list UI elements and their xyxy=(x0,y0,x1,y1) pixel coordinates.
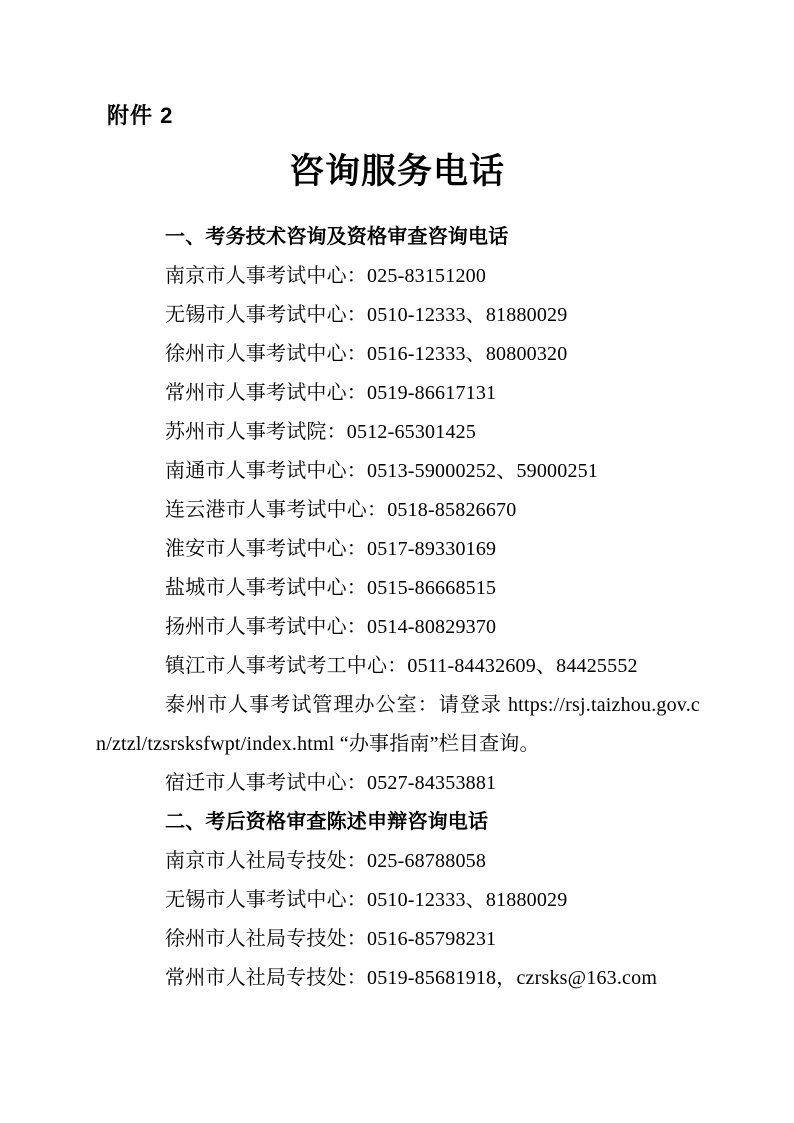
contact-line-wuxi-exam-center: 无锡市人事考试中心：0510-12333、81880029 xyxy=(165,304,568,326)
contact-line-changzhou-exam-center: 常州市人事考试中心：0519-86617131 xyxy=(165,382,497,404)
contact-line-yangzhou-exam-center: 扬州市人事考试中心：0514-80829370 xyxy=(165,616,497,638)
contact-line-changzhou-hr-bureau: 常州市人社局专技处：0519-85681918，czrsks@163.com xyxy=(165,967,658,989)
contact-line-taizhou-exam-office: 泰州市人事考试管理办公室：请登录 https://rsj.taizhou.gov.cn/ztzl/tzsrsksfwpt/index.html “办事指南”栏目查询。 xyxy=(96,694,700,755)
contact-line-huaian-exam-center: 淮安市人事考试中心：0517-89330169 xyxy=(165,538,497,560)
contact-line-wuxi-exam-center-2: 无锡市人事考试中心：0510-12333、81880029 xyxy=(165,889,568,911)
contact-line-suzhou-exam-institute: 苏州市人事考试院：0512-65301425 xyxy=(165,421,477,443)
section-2-heading: 二、考后资格审查陈述申辩咨询电话 xyxy=(165,811,489,833)
attachment-label: 附件 2 xyxy=(107,103,174,128)
contact-line-nantong-exam-center: 南通市人事考试中心：0513-59000252、59000251 xyxy=(165,460,599,482)
contact-line-nanjing-exam-center: 南京市人事考试中心：025-83151200 xyxy=(165,265,487,287)
document-body xyxy=(96,218,700,998)
contact-line-nanjing-hr-bureau: 南京市人社局专技处：025-68788058 xyxy=(165,850,487,872)
contact-line-zhenjiang-exam-center: 镇江市人事考试考工中心：0511-84432609、84425552 xyxy=(165,655,638,677)
contact-line-xuzhou-hr-bureau: 徐州市人社局专技处：0516-85798231 xyxy=(165,928,497,950)
contact-line-suqian-exam-center: 宿迁市人事考试中心：0527-84353881 xyxy=(165,772,497,794)
contact-line-xuzhou-exam-center: 徐州市人事考试中心：0516-12333、80800320 xyxy=(165,343,568,365)
document-title: 咨询服务电话 xyxy=(288,152,505,192)
contact-line-yancheng-exam-center: 盐城市人事考试中心：0515-86668515 xyxy=(165,577,497,599)
section-1-heading: 一、考务技术咨询及资格审查咨询电话 xyxy=(165,226,509,248)
contact-line-lianyungang-exam-center: 连云港市人事考试中心：0518-85826670 xyxy=(165,499,517,521)
